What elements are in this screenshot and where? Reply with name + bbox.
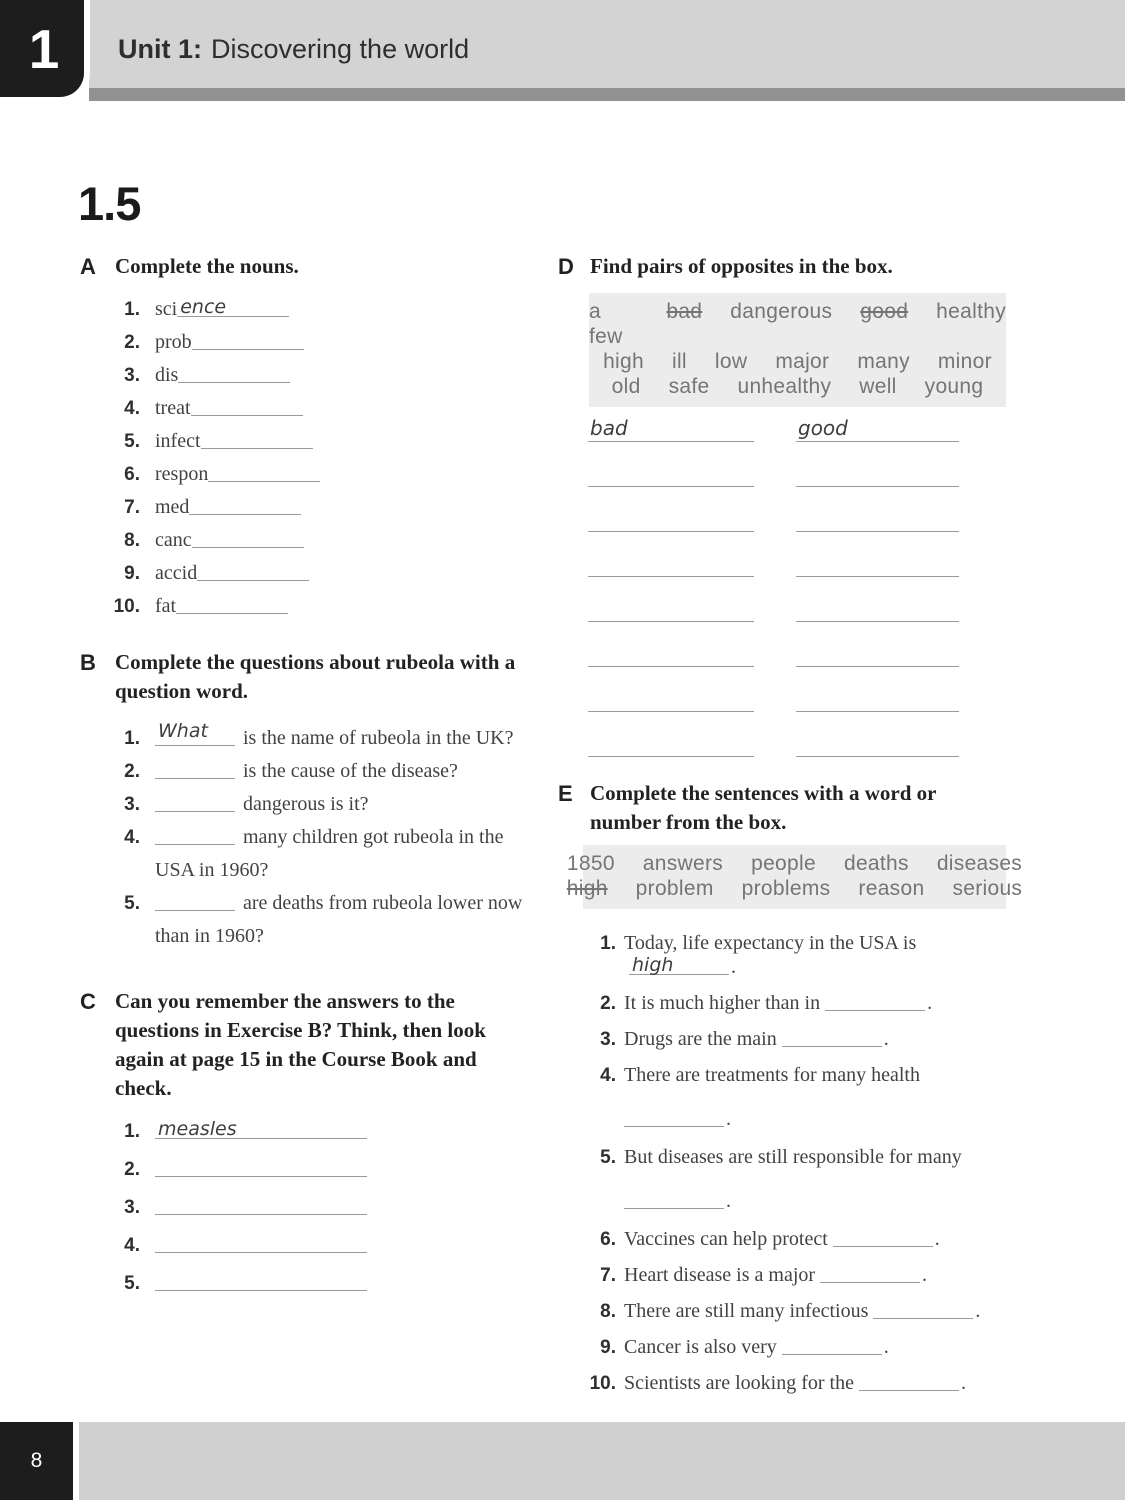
answer-blank[interactable] [796, 734, 959, 757]
footer-bar [79, 1422, 1125, 1500]
noun-prefix: sci [155, 298, 178, 320]
answer-blank[interactable] [624, 1194, 724, 1209]
exercise-a-heading [80, 252, 542, 281]
exercise-b-heading [80, 648, 542, 706]
pair-row [588, 689, 1013, 712]
exercise-title: Find pairs of opposites in the box. [590, 254, 893, 278]
noun-prefix: infect [155, 430, 201, 452]
answer-blank[interactable] [588, 599, 754, 622]
item-number: 6. [124, 464, 140, 485]
answer-blank[interactable] [177, 296, 289, 318]
answer-blank[interactable] [873, 1304, 973, 1319]
box-word: well [859, 375, 897, 398]
exercise-e [558, 779, 1023, 1395]
answer-blank[interactable] [155, 764, 235, 779]
handwritten-answer: ence [180, 296, 227, 318]
unit-title [118, 24, 469, 65]
item-number: 3. [124, 1197, 140, 1218]
noun-prefix: respon [155, 463, 209, 485]
header-accent-strip [89, 88, 1125, 101]
box-word: young [924, 375, 984, 398]
exercise-a [80, 252, 542, 618]
noun-prefix: dis [155, 364, 179, 386]
pair-row [588, 644, 1013, 667]
exercise-title: Complete the questions about rubeola with a question word. [115, 650, 516, 703]
exercise-item: 2. It is much higher than in . [558, 991, 1013, 1015]
sentence-text: Today, life expectancy in the USA is [624, 932, 917, 954]
footer-page-tab [0, 1422, 73, 1500]
exercise-item [80, 788, 542, 821]
exercise-d-heading [558, 252, 1013, 281]
box-word: high [603, 350, 644, 373]
pair-row [588, 464, 1013, 487]
answer-blank[interactable] [189, 500, 301, 515]
box-word: answers [642, 852, 724, 875]
exercise-item [80, 297, 542, 321]
header-bar [89, 0, 1125, 88]
pair-row [588, 599, 1013, 622]
exercise-item: 4. There are treatments for many health . [558, 1063, 1013, 1133]
exercise-item [80, 755, 542, 788]
item-number: 2. [124, 1159, 140, 1180]
sentence-text: There are treatments for many health [624, 1064, 920, 1086]
answer-blank[interactable] [796, 509, 959, 532]
box-word-struck: high [566, 877, 608, 900]
exercise-item: 6. Vaccines can help protect . [558, 1227, 1013, 1251]
exercise-item [80, 561, 542, 585]
handwritten-answer: measles [158, 1118, 237, 1140]
item-number: 4. [600, 1065, 616, 1086]
answer-blank[interactable] [796, 599, 959, 622]
exercise-c [80, 987, 542, 1295]
noun-prefix: canc [155, 529, 192, 551]
answer-blank[interactable] [155, 830, 235, 845]
exercise-c-items [80, 1119, 542, 1295]
box-word: healthy [936, 300, 1006, 323]
box-word: old [611, 375, 641, 398]
box-word: major [775, 350, 830, 373]
question-text: dangerous is it? [243, 793, 369, 815]
section-number: 1.5 [78, 177, 141, 230]
exercise-item [80, 594, 542, 618]
box-word: unhealthy [737, 375, 832, 398]
item-number: 9. [600, 1337, 616, 1358]
item-number: 3. [124, 365, 140, 386]
exercise-item [80, 887, 542, 953]
sentence-text: Heart disease is a major [624, 1264, 816, 1286]
item-number: 7. [124, 497, 140, 518]
answer-blank[interactable] [588, 689, 754, 712]
exercise-item: 3. Drugs are the main . [558, 1027, 1013, 1051]
item-number: 4. [124, 1235, 140, 1256]
exercise-item [80, 429, 542, 453]
item-number: 5. [124, 1273, 140, 1294]
page-number: 8 [30, 1449, 43, 1472]
exercise-title: Can you remember the answers to the questions in Exercise B? Think, then look again at page 15 in the Course Book and check. [115, 989, 486, 1100]
exercise-e-items [558, 931, 1013, 1395]
answer-blank[interactable] [820, 1268, 920, 1283]
item-number: 5. [124, 431, 140, 452]
box-word-struck: good [860, 300, 909, 323]
pair-row [588, 554, 1013, 577]
box-word: safe [668, 375, 710, 398]
sentence-text: But diseases are still responsible for many [624, 1146, 962, 1168]
exercise-item [80, 396, 542, 420]
item-number: 1. [124, 299, 140, 320]
item-number: 7. [600, 1265, 616, 1286]
answer-blank[interactable] [859, 1376, 959, 1391]
handwritten-answer: high [632, 954, 674, 976]
item-number: 8. [600, 1301, 616, 1322]
answer-blank[interactable] [624, 1112, 724, 1127]
exercise-item: 7. Heart disease is a major . [558, 1263, 1013, 1287]
unit-number-badge [0, 0, 90, 103]
sentence-text: Vaccines can help protect [624, 1228, 828, 1250]
unit-number: 1 [28, 17, 60, 80]
exercise-item [80, 1233, 542, 1257]
answer-blank[interactable] [629, 954, 729, 976]
answer-blank[interactable] [192, 533, 304, 548]
exercise-item [80, 330, 542, 354]
sentence-text: Cancer is also very [624, 1336, 777, 1358]
item-number: 10. [113, 596, 140, 617]
exercise-item [80, 1119, 542, 1143]
box-word: serious [952, 877, 1023, 900]
pair-row [588, 509, 1013, 532]
box-word: reason [858, 877, 925, 900]
exercise-item [80, 462, 542, 486]
left-column [80, 252, 542, 1309]
exercise-item [80, 1157, 542, 1181]
handwritten-answer: bad [590, 416, 628, 440]
noun-prefix: treat [155, 397, 191, 419]
exercise-item [80, 495, 542, 519]
item-number: 5. [124, 893, 140, 914]
exercise-letter: C [80, 989, 96, 1014]
sentence-text: Drugs are the main [624, 1028, 777, 1050]
answer-blank[interactable] [588, 644, 754, 667]
opposites-pairs [588, 416, 1013, 757]
item-number: 8. [124, 530, 140, 551]
item-number: 1. [600, 933, 616, 954]
box-word: 1850 [566, 852, 615, 875]
box-word: a few [589, 300, 623, 348]
answer-blank[interactable] [176, 599, 288, 614]
question-text: many children got rubeola in the USA in 1960? [155, 826, 504, 881]
exercise-item: 10. Scientists are looking for the . [558, 1371, 1013, 1395]
box-word: problem [635, 877, 714, 900]
exercise-letter: A [80, 254, 96, 279]
exercise-b [80, 648, 542, 953]
box-word: people [751, 852, 816, 875]
exercise-letter: D [558, 254, 574, 279]
sentence-text: There are still many infectious [624, 1300, 869, 1322]
noun-prefix: accid [155, 562, 198, 584]
exercise-title: Complete the nouns. [115, 254, 299, 278]
word-box [566, 845, 1023, 909]
right-column [558, 252, 1023, 1407]
answer-blank[interactable] [155, 1276, 367, 1291]
answer-blank[interactable] [796, 464, 959, 487]
box-word: minor [937, 350, 992, 373]
question-text: are deaths from rubeola lower now than in 1960? [155, 892, 523, 947]
exercise-a-items [80, 297, 542, 618]
box-word: dangerous [730, 300, 833, 323]
answer-blank[interactable] [588, 416, 754, 442]
item-number: 3. [124, 794, 140, 815]
item-number: 2. [124, 332, 140, 353]
answer-blank[interactable] [155, 1200, 367, 1215]
box-word: ill [671, 350, 687, 373]
sentence-text: It is much higher than in [624, 992, 821, 1014]
box-word: many [857, 350, 910, 373]
answer-blank[interactable] [155, 896, 235, 911]
noun-prefix: prob [155, 331, 192, 353]
exercise-b-items [80, 722, 542, 953]
exercise-item [80, 528, 542, 552]
item-number: 4. [124, 398, 140, 419]
exercise-item [80, 363, 542, 387]
box-word: deaths [843, 852, 909, 875]
exercise-letter: E [558, 781, 573, 806]
exercise-title: Complete the sentences with a word or number from the box. [590, 781, 937, 834]
box-word: diseases [936, 852, 1023, 875]
item-number: 1. [124, 1121, 140, 1142]
exercise-item [80, 1195, 542, 1219]
box-word: problems [741, 877, 831, 900]
answer-blank[interactable] [155, 720, 235, 746]
exercise-letter: B [80, 650, 96, 675]
answer-blank[interactable] [833, 1232, 933, 1247]
answer-blank[interactable] [588, 464, 754, 487]
answer-blank[interactable] [588, 734, 754, 757]
sentence-text: Scientists are looking for the [624, 1372, 854, 1394]
exercise-d [558, 252, 1013, 757]
answer-blank[interactable] [782, 1340, 882, 1355]
word-box [589, 293, 1006, 407]
exercise-item: 9. Cancer is also very . [558, 1335, 1013, 1359]
answer-blank[interactable] [155, 1162, 367, 1177]
noun-prefix: fat [155, 595, 177, 617]
exercise-item: 5. But diseases are still responsible for many . [558, 1145, 1013, 1215]
exercise-item: 1. Today, life expectancy in the USA is high . [558, 931, 1013, 979]
answer-blank[interactable] [192, 335, 304, 350]
noun-prefix: med [155, 496, 190, 518]
answer-blank[interactable] [197, 566, 309, 581]
answer-blank[interactable] [178, 368, 290, 383]
item-number: 2. [124, 761, 140, 782]
item-number: 3. [600, 1029, 616, 1050]
box-word-struck: bad [666, 300, 703, 323]
question-text: is the name of rubeola in the UK? [243, 727, 514, 749]
unit-name: Discovering the world [211, 33, 470, 64]
exercise-item [80, 722, 542, 755]
exercise-e-heading [558, 779, 1013, 837]
pair-row [588, 734, 1013, 757]
item-number: 5. [600, 1147, 616, 1168]
answer-blank[interactable] [796, 416, 959, 442]
unit-label: Unit 1: [118, 33, 202, 64]
answer-blank[interactable] [201, 434, 313, 449]
item-number: 2. [600, 993, 616, 1014]
answer-blank[interactable] [208, 467, 320, 482]
exercise-item [80, 1271, 542, 1295]
item-number: 4. [124, 827, 140, 848]
item-number: 10. [589, 1373, 616, 1394]
answer-blank[interactable] [155, 1118, 367, 1140]
box-word: low [714, 350, 748, 373]
answer-blank[interactable] [796, 644, 959, 667]
handwritten-answer: What [158, 720, 208, 742]
item-number: 1. [124, 728, 140, 749]
exercise-item [80, 821, 542, 887]
pair-row [588, 416, 1013, 442]
exercise-c-heading [80, 987, 542, 1103]
answer-blank[interactable] [825, 996, 925, 1011]
item-number: 9. [124, 563, 140, 584]
item-number: 6. [600, 1229, 616, 1250]
answer-blank[interactable] [796, 554, 959, 577]
answer-blank[interactable] [782, 1032, 882, 1047]
answer-blank[interactable] [155, 797, 235, 812]
answer-blank[interactable] [588, 509, 754, 532]
question-text: is the cause of the disease? [243, 760, 458, 782]
exercise-item: 8. There are still many infectious . [558, 1299, 1013, 1323]
answer-blank[interactable] [588, 554, 754, 577]
handwritten-answer: good [798, 416, 848, 440]
answer-blank[interactable] [191, 401, 303, 416]
answer-blank[interactable] [155, 1238, 367, 1253]
answer-blank[interactable] [796, 689, 959, 712]
